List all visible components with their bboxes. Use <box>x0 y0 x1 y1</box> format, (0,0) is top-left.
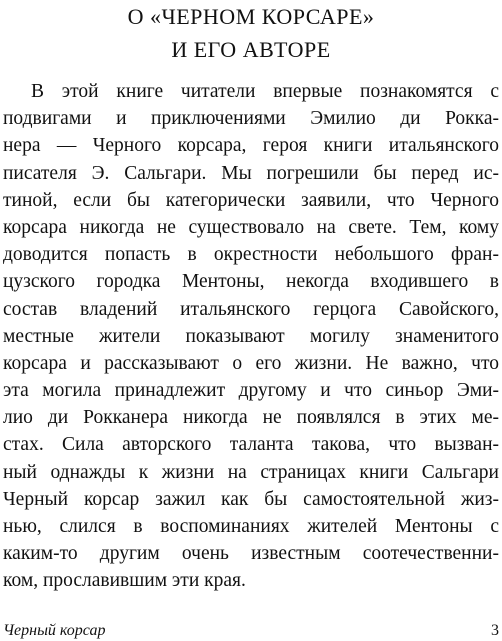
chapter-title-line-1: О «ЧЕРНОМ КОРСАРЕ» <box>127 4 375 29</box>
text-line: состав владений итальянского герцога Савойского, <box>3 298 499 320</box>
text-line: нью, слился в воспоминаниях жителей Ментоны с <box>3 516 499 537</box>
text-line: писателя Э. Сальгари. Мы погрешили бы перед ис- <box>3 162 499 184</box>
page-footer <box>3 621 499 641</box>
running-footer-book-title: Черный корсар <box>3 622 106 639</box>
text-line: стах. Сила авторского таланта такова, что вызван- <box>3 434 499 456</box>
text-line: В этой книге читатели впервые познакомятся с <box>31 81 499 102</box>
page-number: 3 <box>491 622 499 639</box>
text-line: нера — Черного корсара, героя книги итальянского <box>3 135 499 157</box>
text-line: эта могила принадлежит другому и что синьор Эми- <box>3 380 499 402</box>
text-line: подвигами и приключениями Эмилио ди Рокка- <box>3 108 499 130</box>
body-paragraph <box>3 78 499 595</box>
text-line: Черный корсар зажил как бы самостоятельной жиз- <box>3 488 499 510</box>
text-line: доводится попасть в окрестности небольшого фран- <box>3 244 499 266</box>
chapter-title-line-2: И ЕГО АВТОРЕ <box>171 37 331 62</box>
text-line: корсара никогда не существовало на свете. Тем, кому <box>3 216 499 238</box>
text-line: каким-то другим очень известным соотечественни- <box>3 543 499 565</box>
text-line: цузского городка Ментоны, некогда входившего в <box>3 271 499 293</box>
text-line: местные жители показывают могилу знаменитого <box>3 325 499 347</box>
text-line: корсара и рассказывают о его жизни. Не важно, что <box>3 352 499 374</box>
text-line: лио ди Рокканера никогда не появлялся в этих ме- <box>3 407 499 429</box>
text-line: ный однажды к жизни на страницах книги Сальгари <box>3 461 499 483</box>
text-line: ком, прославившим эти края. <box>3 570 246 592</box>
text-line: тиной, если бы категорически заявили, что Черного <box>3 189 499 211</box>
